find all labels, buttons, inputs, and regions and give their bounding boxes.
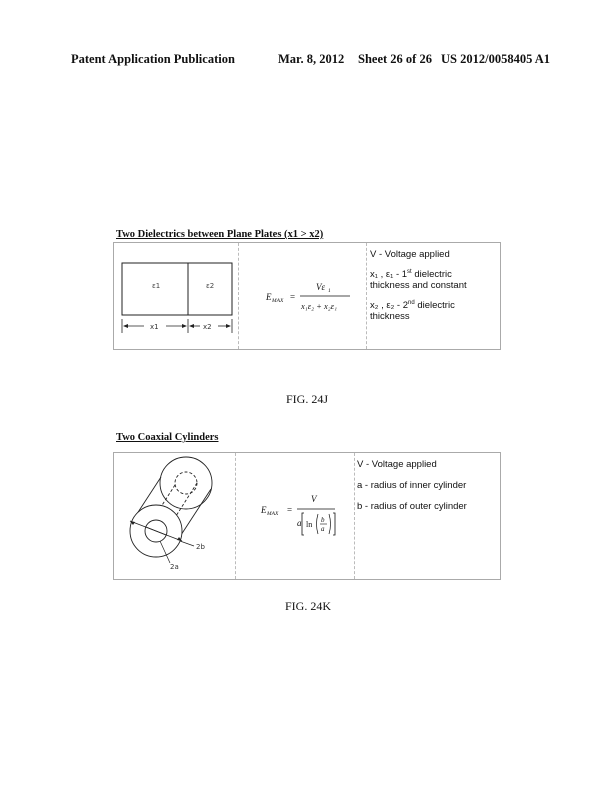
fig24j-diagram-cell [114, 243, 239, 349]
second-dielectric-description-cont: thickness [370, 311, 410, 323]
coaxial-cylinders-diagram [114, 453, 235, 579]
outer-radius-description: b - radius of outer cylinder [357, 501, 467, 512]
fig24k-description-cell [354, 453, 500, 579]
outer-cylinder-right-edge [181, 489, 211, 535]
fig24k-caption: FIG. 24K [285, 599, 332, 613]
patent-number: US 2012/0058405 A1 [441, 52, 551, 66]
formula-numerator: Vε [316, 282, 326, 292]
formula-a: a [321, 525, 325, 533]
fig24k-formula [235, 453, 354, 579]
formula-b: b [321, 516, 325, 524]
x2-label: x2 [203, 323, 212, 331]
voltage-description-k: V - Voltage applied [357, 459, 437, 470]
second-dielectric-description: x₂ , ε₂ - 2nd dielectric [370, 300, 455, 312]
first-dielectric-description: x₁ , ε₁ - 1st dielectric [370, 269, 452, 281]
emax-sub: MAX [272, 298, 284, 304]
fig24j-description-cell [366, 243, 500, 349]
label-2a: 2a [170, 563, 179, 571]
fig24j-formula-cell [238, 243, 367, 349]
fig24k-table [113, 452, 501, 580]
epsilon1-label: ε1 [152, 282, 161, 290]
formula-numerator-sub: 1 [328, 288, 331, 294]
emax-label: E [266, 292, 272, 302]
emax-sub-k: MAX [267, 511, 279, 517]
fig24k-title: Two Coaxial Cylinders [116, 432, 219, 443]
label-2b: 2b [196, 543, 205, 551]
publication-label: Patent Application Publication [71, 52, 235, 66]
equals-sign: = [290, 292, 296, 302]
x1-label: x1 [150, 323, 159, 331]
outer-cylinder-back [160, 457, 212, 509]
equals-sign-k: = [287, 505, 293, 515]
formula-ln: ln [306, 520, 313, 529]
plane-plates-diagram [114, 243, 238, 349]
fig24k-formula-cell [235, 453, 355, 579]
emax-label-k: E [261, 505, 267, 515]
first-dielectric-description-cont: thickness and constant [370, 280, 467, 292]
fig24j-title: Two Dielectrics between Plane Plates (x1 > x2) [116, 229, 324, 240]
epsilon2-label: ε2 [206, 282, 215, 290]
formula-numerator-k: V [311, 494, 317, 504]
fig24j-formula [238, 243, 366, 349]
dielectric-plates-outline [122, 263, 232, 315]
formula-denominator: x₁ε₂ + x₂ε₁ [301, 301, 338, 311]
inner-cylinder-back [175, 472, 197, 494]
fig24j-caption: FIG. 24J [286, 392, 329, 406]
fig24k-diagram-cell [114, 453, 236, 579]
sheet-number: Sheet 26 of 26 [358, 52, 432, 66]
inner-radius-description: a - radius of inner cylinder [357, 480, 467, 491]
voltage-description: V - Voltage applied [370, 249, 450, 260]
formula-den-a: a [297, 518, 302, 528]
publication-date: Mar. 8, 2012 [278, 52, 345, 66]
fig24j-table [113, 242, 501, 350]
